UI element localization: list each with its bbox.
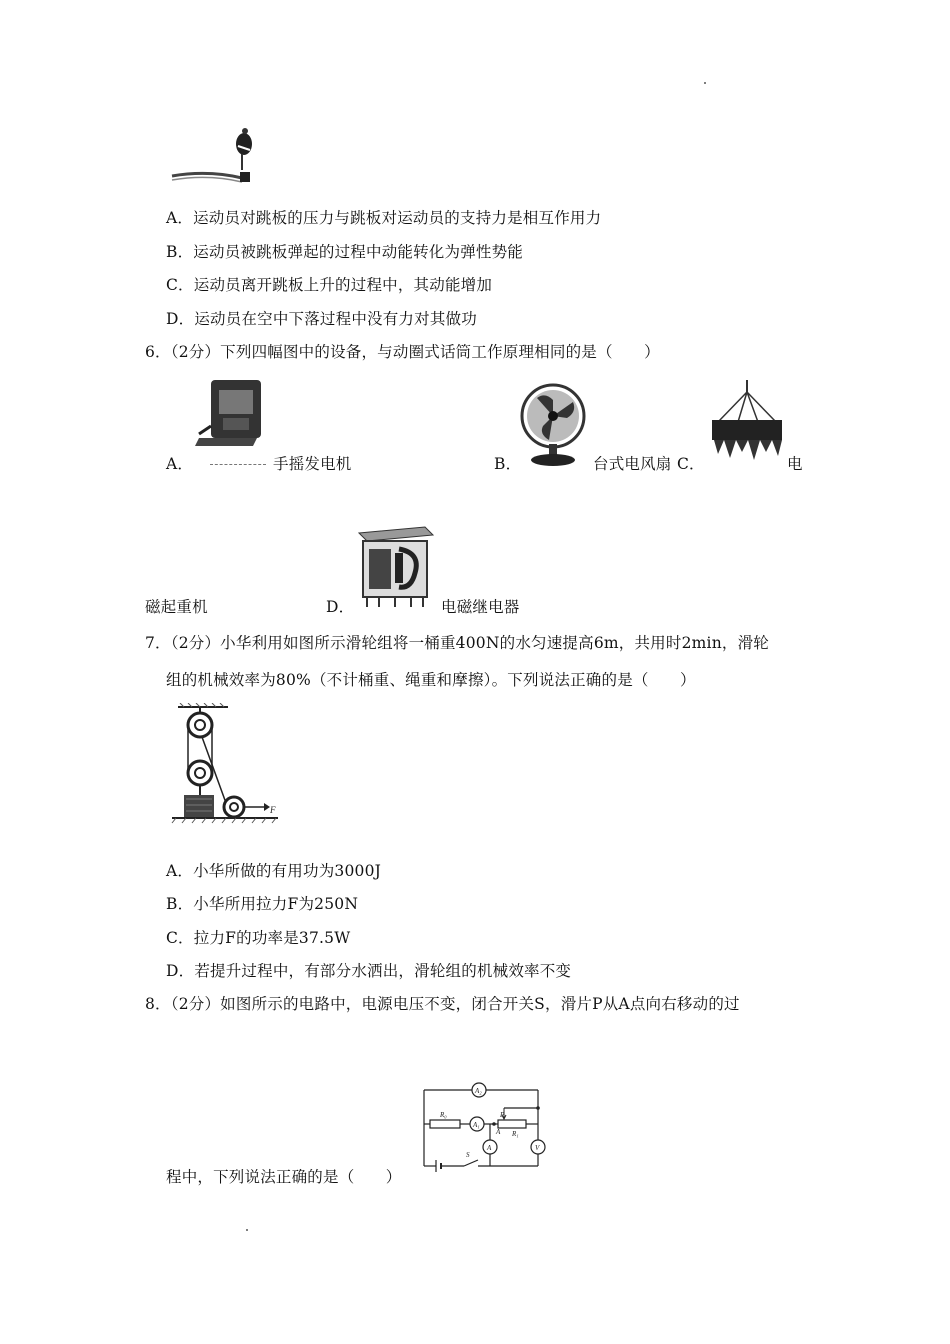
q5-option-a: A．运动员对跳板的压力与跳板对运动员的支持力是相互作用力: [166, 209, 602, 227]
q6-option-a-letter: A．: [166, 455, 194, 473]
q5-option-c: C．运动员离开跳板上升的过程中，其动能增加: [166, 276, 493, 294]
scan-dot: [246, 1229, 248, 1231]
q6-option-c-label-part2: 磁起重机: [145, 598, 208, 616]
q6-option-d-letter: D．: [326, 598, 355, 616]
q6-option-c-label-part1: 电: [787, 455, 803, 473]
circuit-label-voltmeter: V: [535, 1144, 540, 1152]
circuit-label-ammeter: A: [487, 1144, 492, 1152]
electromagnetic-relay-image: [355, 523, 435, 609]
q7-option-d: D．若提升过程中，有部分水洒出，滑轮组的机械效率不变: [166, 962, 572, 980]
q6-option-d-label: 电磁继电器: [441, 598, 520, 616]
circuit-label-switch: S: [466, 1151, 470, 1159]
desk-fan-image: [519, 380, 589, 468]
scan-dot: [704, 82, 706, 84]
q8-stem-line1: 8．（2分）如图所示的电路中，电源电压不变，闭合开关S，滑片P从A点向右移动的过: [145, 995, 740, 1013]
q6-option-b-label: 台式电风扇: [593, 455, 672, 473]
q7-option-a: A．小华所做的有用功为3000J: [166, 862, 382, 880]
q7-stem-line2: 组的机械效率为80%（不计桶重、绳重和摩擦）。下列说法正确的是（ ）: [166, 671, 696, 689]
circuit-label-r1: R₁: [512, 1130, 519, 1138]
circuit-label-a2: A₂: [475, 1087, 482, 1095]
pulley-system-figure: [170, 703, 282, 827]
pulley-force-label: F: [270, 805, 276, 815]
diving-board-figure: [168, 126, 264, 194]
circuit-label-r0: R₀: [440, 1111, 447, 1119]
hand-crank-generator-image: [193, 376, 265, 452]
q6-option-c-letter: C．: [677, 455, 705, 473]
circuit-label-a1: A₁: [473, 1121, 480, 1129]
q6-stem: 6．（2分）下列四幅图中的设备，与动圈式话筒工作原理相同的是（ ）: [145, 343, 660, 361]
q5-option-b: B．运动员被跳板弹起的过程中动能转化为弹性势能: [166, 243, 523, 261]
q6-option-b-letter: B．: [494, 455, 522, 473]
q7-stem-line1: 7．（2分）小华利用如图所示滑轮组将一桶重400N的水匀速提高6m，共用时2min，滑轮: [145, 634, 769, 652]
circuit-label-point-a: A: [496, 1128, 501, 1136]
q7-option-b: B．小华所用拉力F为250N: [166, 895, 359, 913]
electromagnetic-crane-image: [708, 380, 786, 468]
q5-option-d: D．运动员在空中下落过程中没有力对其做功: [166, 310, 477, 328]
q6-option-a-label: 手摇发电机: [273, 455, 352, 473]
q7-option-c: C．拉力F的功率是37.5W: [166, 929, 351, 947]
circuit-label-p: P: [500, 1111, 505, 1119]
q8-stem-line2: 程中，下列说法正确的是（ ）: [166, 1168, 402, 1186]
circuit-diagram-figure: [416, 1080, 550, 1174]
image-caption-dashes: [210, 464, 266, 467]
